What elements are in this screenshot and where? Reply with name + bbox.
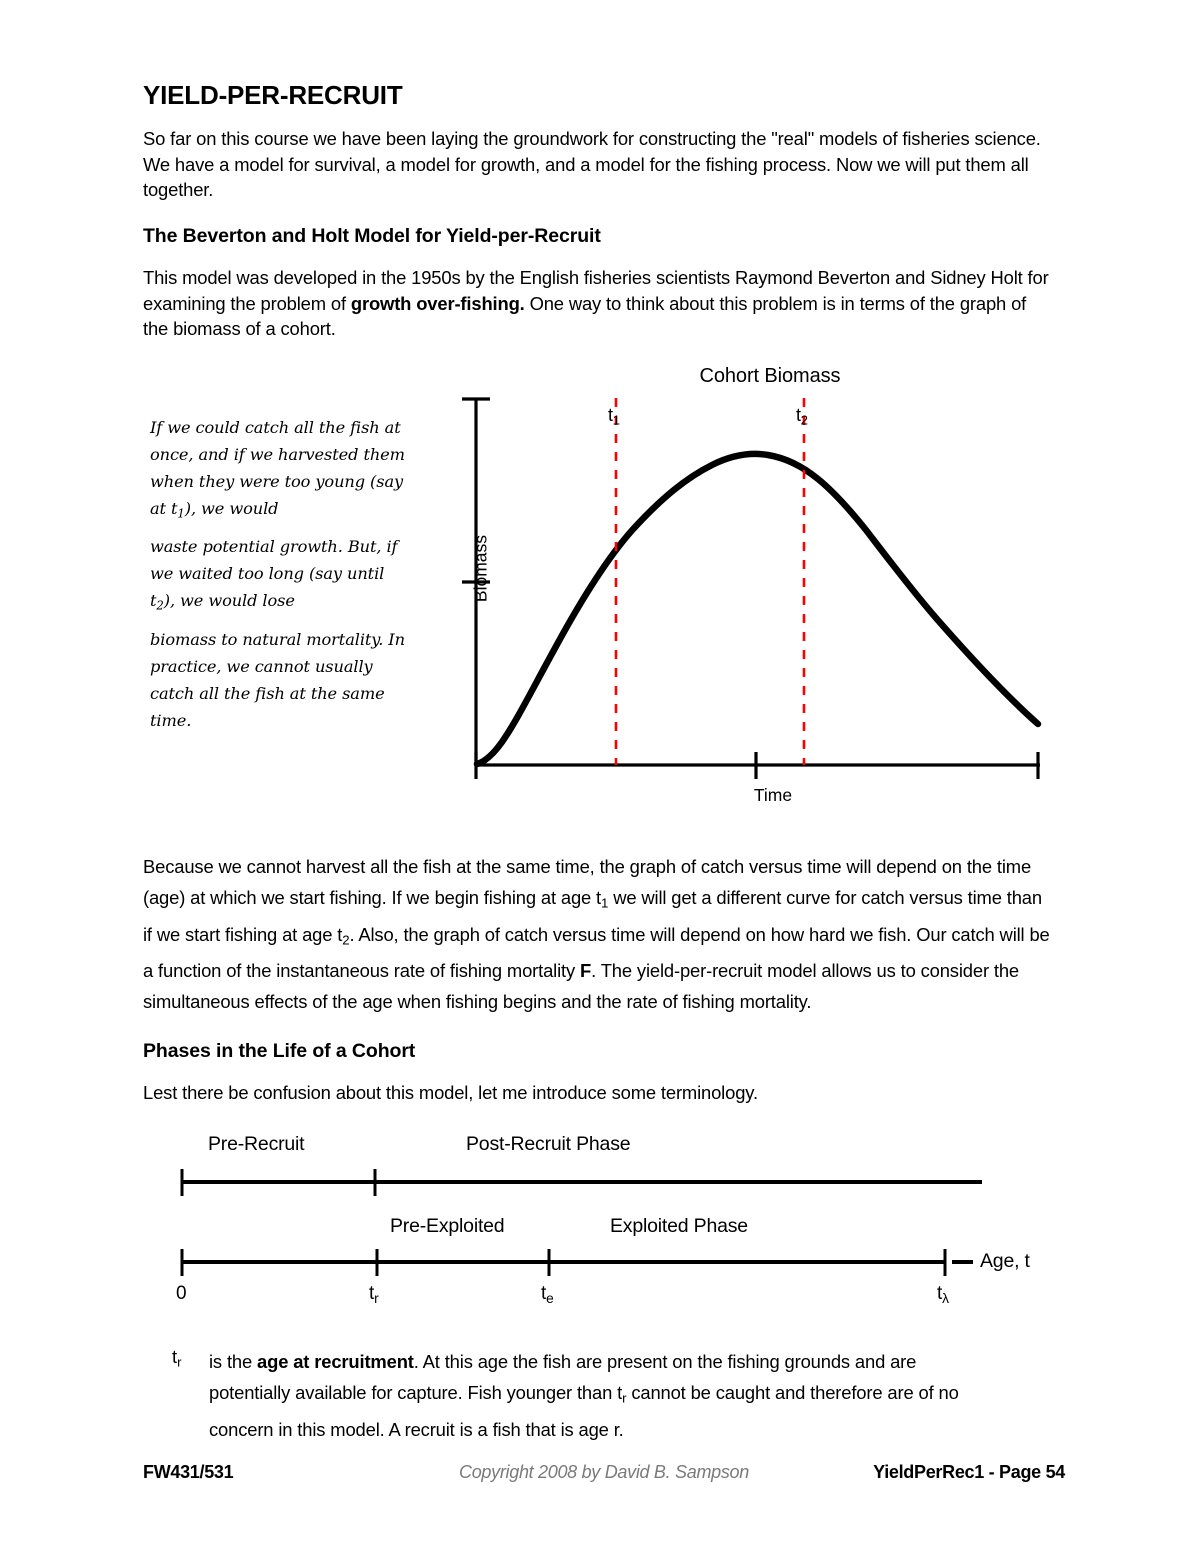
note-line-7: until $t_2$), we would lose: [150, 564, 385, 613]
chart-y-axis-label: Biomass: [470, 534, 491, 603]
pcp-part2: we will get a different curve for catch versus time than if we start fishing at age t: [143, 887, 1042, 945]
tick-label-te: $t_e$: [541, 1283, 554, 1306]
defn-part3: cannot be caught and therefore are of no concern in this model. A recruit is a fish that is age r.: [209, 1382, 959, 1440]
label-exploited-phase: Exploited Phase: [610, 1215, 748, 1237]
pcp-sub-2: 2: [342, 932, 350, 948]
post-chart-paragraph: [143, 851, 1055, 1017]
note-line-1: If we could catch all the fish: [150, 418, 380, 437]
page-footer: [143, 1462, 1065, 1488]
tick-label-tlambda: $t_\lambda$: [937, 1283, 949, 1306]
footer-course-code: FW431/531: [143, 1462, 234, 1482]
tick-label-te-subscript: e: [546, 1290, 554, 1306]
chart-svg: [430, 360, 1060, 820]
beverton-holt-paragraph: [143, 265, 1055, 342]
t2-annotation-label: $t_2$: [796, 405, 808, 428]
section-heading-beverton-holt: The Beverton and Holt Model for Yield-per-Recruit: [143, 225, 601, 247]
pcp-part1: Because we cannot harvest all the fish at the same time, the graph of catch versus time will depend on the time (age) at which we start fishing. If we begin fishing at age t: [143, 856, 1032, 908]
pcp-bold-f: F: [580, 960, 592, 982]
note-line-11: time.: [150, 710, 192, 730]
pcp-part3: . Also, the graph of catch versus time will depend on how hard we fish. Our catch will be a function of the instantaneous rate of fishing mortality: [143, 923, 1050, 982]
bh-text-part1: This model was developed in the 1950s by the English fisheries scientists Raymond Beverton and Sidney Holt for examining the problem of: [143, 267, 1049, 314]
phases-timeline-diagram: [140, 1125, 1060, 1325]
tick-label-tr: $t_r$: [369, 1283, 379, 1306]
phases-paragraph: Lest there be confusion about this model, let me introduce some terminology.: [143, 1082, 758, 1103]
defn-part1: is the: [209, 1351, 258, 1372]
timeline-axis-label: Age, t: [980, 1250, 1030, 1272]
pcp-sub-1: 1: [601, 895, 609, 911]
footer-copyright: Copyright 2008 by David B. Sampson: [459, 1462, 749, 1482]
margin-note-para-1: [150, 414, 412, 527]
label-pre-exploited: Pre-Exploited: [390, 1215, 505, 1237]
note-line-6: if we waited too long (say: [150, 537, 398, 584]
note-line-8: biomass to natural mortality.: [150, 629, 384, 649]
note-line-2: at once, and if we harvested: [150, 418, 401, 464]
footer-page-ref: YieldPerRec1 - Page 54: [873, 1462, 1065, 1482]
defn-sub: r: [622, 1390, 627, 1406]
timeline-svg: [140, 1125, 1060, 1325]
margin-note-para-3: [150, 626, 412, 734]
intro-paragraph: So far on this course we have been laying the groundwork for constructing the "real" models of fisheries science. We have a model for survival, a model for growth, and a model for the fishing process. Now we will put them all together.: [143, 128, 1041, 201]
chart-title: Cohort Biomass: [699, 365, 841, 387]
label-pre-recruit: Pre-Recruit: [208, 1133, 305, 1155]
defn-part2: . At this age the fish are present on the fishing grounds and are potentially available for capture. Fish younger than t: [209, 1351, 917, 1403]
bh-text-part2: One way to think about this problem is in terms of the graph of the biomass of a cohort.: [143, 292, 1027, 340]
defn-bold: age at recruitment: [257, 1351, 414, 1372]
definition-body: [209, 1346, 999, 1445]
definition-term: $t_r$: [172, 1346, 182, 1370]
section-heading-phases: Phases in the Life of a Cohort: [143, 1040, 416, 1062]
chart-x-axis-label: Time: [753, 785, 793, 805]
note-line-3: them when they were too: [150, 445, 405, 491]
tick-label-zero: 0: [176, 1283, 187, 1304]
note-sub-2: 2: [156, 598, 164, 613]
note-line-4: young (say at $t_1$), we would: [150, 472, 404, 521]
t1-subscript: 1: [612, 412, 620, 428]
biomass-curve: [477, 454, 1038, 764]
label-post-recruit-phase: Post-Recruit Phase: [466, 1133, 631, 1155]
tick-label-tr-subscript: r: [374, 1290, 379, 1306]
tick-label-tlambda-subscript: λ: [942, 1290, 949, 1306]
note-sub-1: 1: [177, 506, 185, 521]
bh-text-bold: growth over-fishing.: [350, 292, 525, 314]
pcp-part4: . The yield-per-recruit model allows us to consider the simultaneous effects of the age when fishing begins and the rate of fishing mortality.: [143, 960, 1019, 1013]
note-line-9: In practice, we cannot usually: [150, 629, 405, 676]
page-title: YIELD-PER-RECRUIT: [143, 80, 403, 110]
note-line-5: waste potential growth. But,: [150, 537, 382, 557]
margin-note-para-2: [150, 533, 412, 619]
cohort-biomass-chart: [430, 360, 1060, 820]
t1-annotation-label: $t_1$: [608, 405, 620, 428]
definition-term-subscript: r: [177, 1354, 182, 1370]
t2-subscript: 2: [800, 412, 808, 428]
margin-note: [150, 414, 412, 734]
note-line-10: catch all the fish at the same: [150, 683, 385, 703]
